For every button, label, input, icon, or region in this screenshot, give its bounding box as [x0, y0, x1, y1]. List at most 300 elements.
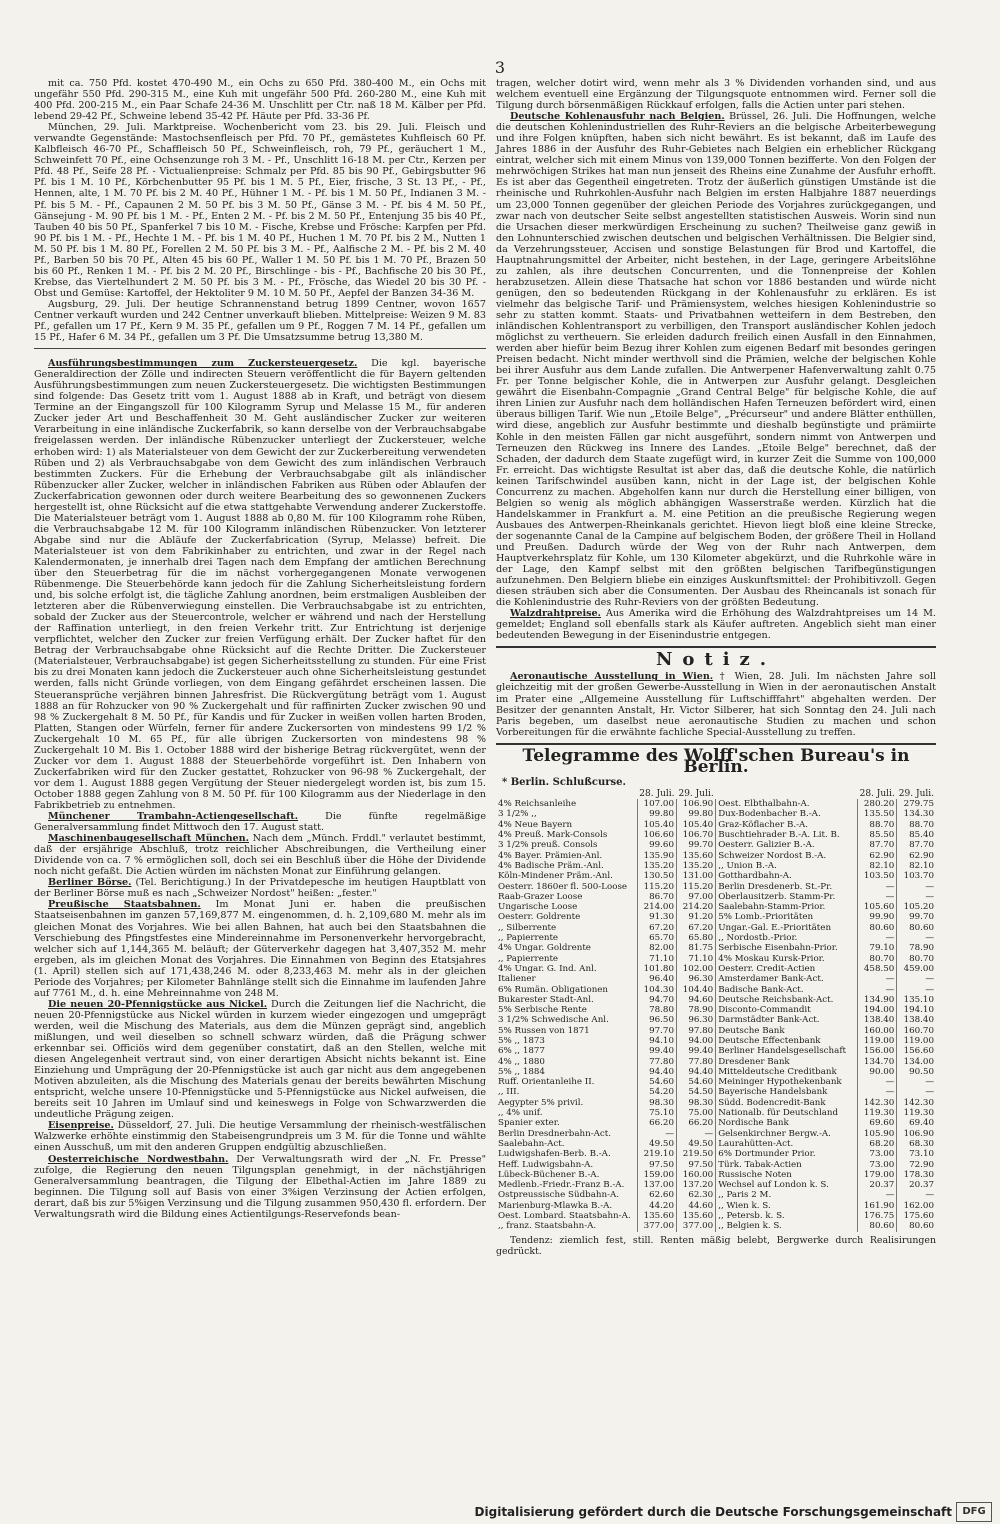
table-row — [496, 1139, 936, 1149]
quote-value: 214.00 — [637, 902, 676, 912]
quote-value: 106.90 — [897, 1129, 936, 1139]
quote-value: 135.60 — [676, 851, 715, 861]
table-row — [496, 1026, 936, 1036]
quote-value: 54.20 — [637, 1087, 676, 1097]
header-cell: 29. Juli. — [678, 788, 714, 799]
quote-value: 20.37 — [897, 1180, 936, 1190]
quote-value: 115.20 — [637, 882, 676, 892]
table-row — [496, 830, 936, 840]
table-row — [496, 820, 936, 830]
quote-value: 138.40 — [897, 1015, 936, 1025]
quote-value: 65.80 — [676, 933, 715, 943]
quote-value: 80.60 — [897, 923, 936, 933]
article-body: † Wien, 28. Juli. Im nächsten Jahre soll gleichzeitig mit der großen Gewerbe-Ausstellung in Wien in der aeronautischen Anstalt im Prater eine „Allgemeine Ausstellung für Luftschifffahrt" abgehalten werden. Der Besitzer der genannten Anstalt, Hr. Victor Silberer, hat sich Sonntag den 24. Juli nach Paris begeben, um daselbst neue aeronautische Studien zu machen und schon Vorbereitungen für die erwähnte fachliche Special-Ausstellung zu treffen. — [496, 671, 936, 738]
header-cell: 28. Juli. — [859, 788, 895, 799]
security-name: ,, Paris 2 M. — [718, 1190, 772, 1201]
quote-value: 67.20 — [676, 923, 715, 933]
article-nordwestbahn — [34, 1154, 486, 1220]
security-name: Heff. Ludwigsbahn-A. — [498, 1159, 594, 1170]
quote-value: 135.50 — [858, 809, 897, 819]
quote-value: 87.70 — [897, 840, 936, 850]
quote-value: 85.50 — [858, 830, 897, 840]
quote-value: 142.30 — [897, 1098, 936, 1108]
quote-value: — — [858, 933, 897, 943]
telegram-title: Telegramme des Wolff'schen Bureau's in Berlin. — [522, 745, 910, 777]
quote-value: — — [897, 1190, 936, 1200]
quote-value: 134.70 — [858, 1057, 897, 1067]
header-cell: 29. Juli. — [898, 788, 934, 799]
security-name: Raab-Grazer Loose — [498, 891, 583, 902]
table-row — [496, 974, 936, 984]
quote-value: 96.40 — [637, 974, 676, 984]
quote-value: 75.00 — [676, 1108, 715, 1118]
article-body: Die fünfte regelmäßige Generalversammlung findet Mittwoch den 17. August statt. — [34, 811, 487, 834]
quote-value: 97.00 — [676, 892, 715, 902]
article-heading: Maschinenbaugesellschaft München. — [48, 833, 249, 845]
quote-value: 69.40 — [897, 1118, 936, 1128]
article-heading: Walzdrahtpreise. — [510, 608, 601, 620]
quote-value: 99.70 — [897, 912, 936, 922]
security-name: 4% Moskau Kursk-Prior. — [718, 953, 825, 964]
security-name: Köln-Mindener Präm.-Anl. — [498, 871, 613, 882]
security-name: 4% Preuß. Mark-Consols — [498, 830, 608, 841]
article-body: Nach dem „Münch. Frddl." verlautet bestimmt, daß der ersjährige Abschluß, trotz reichlicher Abschreibungen, die Vertheilung einer Dividende von ca. 7 % ermöglichen soll, doch sei ein Beschluß über die Höhe der Dividende noch nicht gefaßt. Die Actien würden im nächsten Monat zur Einführung gelangen. — [34, 833, 486, 878]
quote-value: 82.10 — [858, 861, 897, 871]
security-name: Bayerische Handelsbank — [718, 1087, 828, 1098]
quote-value: 80.60 — [897, 1221, 936, 1231]
quote-value: — — [897, 985, 936, 995]
article-body: Im Monat Juni er. haben die preußischen Staatseisenbahnen im ganzen 57,169,877 M. eingenommen, d. h. 2,109,680 M. mehr als im gleichen Monat des Vorjahres. Wie bei allen Bahnen, hat auch bei den Staatsbahnen die Verschiebung des Pfingstfestes eine Mindereinnahme im Personenverkehr hervorgebracht, welcher sich auf 1,144,365 M. beläuft; der Güterverkehr dagegen hat 3,407,352 M. mehr ergeben, als im gleichen Monat des Vorjahres. Die Einnahmen von Beginn des Etatsjahres (1. April) stellen sich auf 171,438,246 M. oder 8,233,463 M. mehr als in der gleichen Periode des Vorjahres; per Kilometer Bahnlänge stellt sich die Einnahme im laufenden Jahre auf 7761 M., d. h. eine Mehreinnahme von 248 M. — [34, 899, 486, 999]
quote-value: 99.90 — [858, 912, 897, 922]
security-name: Russische Noten — [718, 1169, 792, 1180]
quote-value: 106.60 — [637, 830, 676, 840]
security-name: ,, Belgien k. S. — [718, 1221, 782, 1232]
security-name: Ungar.-Gal. E.-Prioritäten — [718, 922, 832, 933]
quote-value: 138.40 — [858, 1015, 897, 1025]
quote-value: 90.50 — [897, 1067, 936, 1077]
quote-value: 176.75 — [858, 1211, 897, 1221]
quote-value: 103.50 — [858, 871, 897, 881]
article-heading: Ausführungsbestimmungen zum Zuckersteuergesetz. — [48, 358, 358, 370]
quote-value: 142.30 — [858, 1098, 897, 1108]
article-body: Der Verwaltungsrath wird der „N. Fr. Presse" zufolge, die Regierung den neuen Tilgungsplan genehmigt, in der nächstjährigen Generalversammlung beantragen, die Tilgung der Elbethal-Actien im Jahre 1889 zu beginnen. Die Tilgung soll auf Basis von einer 3%igen Verzinsung der Actien erfolgen, derart, daß bis zur 5%igen Verzinsung und die Tilgung zusammen 950,430 fl. erfordern. Der Verwaltungsrath wird die Bildung eines Actientilgungs-Reservefonds bean- — [34, 1153, 486, 1220]
article-heading: Preußische Staatsbahnen. — [48, 899, 201, 911]
divider — [496, 743, 936, 745]
notiz-title: Notiz. — [655, 649, 777, 671]
quote-value: 106.90 — [676, 799, 715, 809]
security-name: 5% Russen von 1871 — [498, 1025, 590, 1036]
quote-value: — — [858, 1077, 897, 1087]
quote-value: 80.70 — [897, 954, 936, 964]
security-name: ,, Nordostb.-Prior. — [718, 933, 798, 944]
quote-value: 105.60 — [858, 902, 897, 912]
quote-value: — — [897, 1087, 936, 1097]
table-row — [496, 995, 936, 1005]
article-body: (Tel. Berichtigung.) In der Privatdepesche im heutigen Hauptblatt von der Berliner Börse muß es nach „Schweizer Nordost" heißen: „fester." — [34, 877, 486, 900]
table-row — [496, 882, 936, 892]
quote-value: 99.60 — [637, 840, 676, 850]
security-name: 4% Badische Präm.-Anl. — [498, 860, 604, 871]
security-name: Badische Bank-Act. — [718, 984, 804, 995]
table-row — [496, 871, 936, 881]
security-name: Ostpreussische Südbahn-A. — [498, 1190, 620, 1201]
article-prussian-railways — [34, 899, 486, 998]
security-name: Ludwigshafen-Berb. B.-A. — [498, 1149, 611, 1160]
quote-value: 119.00 — [897, 1036, 936, 1046]
quote-value: 78.90 — [897, 943, 936, 953]
quote-value: 44.20 — [637, 1201, 676, 1211]
article-continuation: tragen, welcher dotirt wird, wenn mehr als 3 % Dividenden vorhanden sind, und aus welchem eventuell eine Ergänzung der Tilgungsquote entnommen wird. Ferner soll die Tilgung durch börsenmäßigen Rückkauf erfolgen, falls die Actien unter pari stehen. — [496, 78, 936, 112]
header-cell — [716, 789, 858, 799]
quote-value: 135.60 — [637, 1211, 676, 1221]
table-row — [496, 1077, 936, 1087]
article-coal-export — [496, 111, 936, 608]
security-name: Türk. Tabak-Actien — [718, 1159, 802, 1170]
security-name: Dresdener Bank — [718, 1056, 790, 1067]
table-header-row — [496, 789, 936, 799]
quote-value: 73.10 — [897, 1149, 936, 1159]
security-name: Berlin Dresdenerb. St.-Pr. — [718, 881, 833, 892]
page-number: 3 — [494, 58, 506, 77]
security-name: 4% ,, 1880 — [498, 1056, 545, 1067]
quote-value: 62.30 — [676, 1190, 715, 1200]
article-body: Düsseldorf, 27. Juli. Die heutige Versammlung der rheinisch-westfälischen Walzwerke erhöhte einstimmig den Stabeisengrundpreis um 3 M. für die Tonne und wählte einen Ausschuß, um mit den anderen Gruppen endgültig abzuschließen. — [34, 1120, 486, 1154]
table-row — [496, 809, 936, 819]
article-sugar-tax — [34, 358, 486, 811]
quote-value: 94.70 — [637, 995, 676, 1005]
quote-value: 280.20 — [858, 799, 897, 809]
quote-value: 96.30 — [676, 974, 715, 984]
quote-value: 49.50 — [637, 1139, 676, 1149]
quote-value: 71.10 — [676, 954, 715, 964]
quote-value: 97.80 — [676, 1026, 715, 1036]
table-row — [496, 985, 936, 995]
quote-value: 102.00 — [676, 964, 715, 974]
quote-value: 88.70 — [858, 820, 897, 830]
quote-value: 81.75 — [676, 943, 715, 953]
security-name: 4% Neue Bayern — [498, 819, 573, 830]
quote-value: 104.30 — [637, 985, 676, 995]
quote-value: 65.70 — [637, 933, 676, 943]
security-name: 6% Dortmunder Prior. — [718, 1149, 816, 1160]
quote-value: 73.00 — [858, 1149, 897, 1159]
security-name: Meininger Hypothekenbank — [718, 1077, 842, 1088]
quote-value: 82.10 — [897, 861, 936, 871]
quote-value: — — [858, 1087, 897, 1097]
security-name: Aegypter 5% privil. — [498, 1097, 584, 1108]
quote-value: 105.40 — [637, 820, 676, 830]
quote-value: 99.80 — [637, 809, 676, 819]
table-row — [496, 1129, 936, 1139]
quote-value: 94.10 — [637, 1036, 676, 1046]
quote-value: 79.10 — [858, 943, 897, 953]
security-name: Wechsel auf London k. S. — [718, 1180, 829, 1191]
quote-value: 80.70 — [858, 954, 897, 964]
table-row — [496, 1087, 936, 1097]
quote-value: 119.30 — [858, 1108, 897, 1118]
security-name: Berlin Dresdnerbahn-Act. — [498, 1128, 612, 1139]
right-column — [496, 78, 936, 1257]
security-name: Serbische Eisenbahn-Prior. — [718, 943, 838, 954]
quote-value: 103.70 — [897, 871, 936, 881]
header-cell — [496, 789, 637, 799]
table-row — [496, 861, 936, 871]
quote-value: — — [676, 1129, 715, 1139]
quote-value: 20.37 — [858, 1180, 897, 1190]
security-name: Oesterr. Goldrente — [498, 912, 581, 923]
table-row — [496, 1170, 936, 1180]
quote-value: — — [858, 882, 897, 892]
quote-value: 96.30 — [676, 1015, 715, 1025]
security-name: ,, Silberrente — [498, 922, 557, 933]
quote-value: 159.00 — [637, 1170, 676, 1180]
quote-value: 135.60 — [676, 1211, 715, 1221]
quote-value: 66.20 — [676, 1118, 715, 1128]
quote-value: 135.10 — [897, 995, 936, 1005]
security-name: Laurahütten-Act. — [718, 1138, 794, 1149]
quote-value: 62.90 — [897, 851, 936, 861]
article-heading: Münchener Trambahn-Actiengesellschaft. — [48, 811, 299, 823]
quote-value: 137.20 — [676, 1180, 715, 1190]
quote-value: 105.20 — [897, 902, 936, 912]
quote-value: 101.80 — [637, 964, 676, 974]
article-heading: Berliner Börse. — [48, 877, 132, 889]
quote-value: 99.40 — [676, 1046, 715, 1056]
security-name: 5% Lomb.-Prioritäten — [718, 912, 814, 923]
security-name: Graz-Köflacher B.-A. — [718, 819, 809, 830]
quote-value: 119.00 — [858, 1036, 897, 1046]
quote-value: 97.50 — [637, 1160, 676, 1170]
article-body: Durch die Zeitungen lief die Nachricht, die neuen 20-Pfennigstücke aus Nickel würden in kurzem wieder eingezogen und umgeprägt werden, weil die Mischung des Materials, aus dem die Münzen geprägt sind, angeblich mißlungen, und weil dieselben so schnell schwarz würden, daß die Prägung schwer erkennbar sei. Officiös wird dem gegenüber constatirt, daß an den Stellen, welche mit diesen Angelegenheit vertraut sind, von einer derartigen Absicht nichts bekannt ist. Eine Einziehung und Umprägung der 20-Pfennigstücke ist auch gar nicht aus dem angegebenen Motiven abzuleiten, als die Mischung des Materials genau der bereits bewährten Mischung entspricht, welche unsere 10-Pfennigstücke und 5-Pfennigstücke aus Nickel aufweisen, die bereits seit 10 Jahren im Umlauf sind und keineswegs in Folge von Schwarzwerden die undeutliche Prägung zeigen. — [34, 998, 486, 1121]
security-name: 4% Reichsanleihe — [498, 799, 577, 810]
security-name: ,, Papierrente — [498, 953, 559, 964]
article-cattle-prices: mit ca. 750 Pfd. kostet 470-490 M., ein Ochs zu 650 Pfd. 380-400 M., ein Ochs mit ungefähr 550 Pfd. 290-315 M., eine Kuh mit ungefähr 500 Pfd. 260-280 M., eine Kuh mit 400 Pfd. 200-215 M., ein Paar Schafe 24-36 M. Unschlitt per Ctr. naß 18 M. Kälber per Pfd. lebend 29-42 Pf., Schweine lebend 35-42 Pf. Häute per Pfd. 33-36 Pf. — [34, 78, 486, 123]
table-row — [496, 1211, 936, 1221]
quote-value: 98.30 — [637, 1098, 676, 1108]
quote-value: 178.30 — [897, 1170, 936, 1180]
quote-value: 107.00 — [637, 799, 676, 809]
quote-rows — [496, 799, 936, 1231]
quote-value: 279.75 — [897, 799, 936, 809]
divider — [34, 348, 486, 349]
quote-value: 160.00 — [858, 1026, 897, 1036]
quote-value: 77.80 — [637, 1057, 676, 1067]
security-name: Darmstädter Bank-Act. — [718, 1015, 820, 1026]
quote-value: 131.00 — [676, 871, 715, 881]
quote-value: — — [897, 933, 936, 943]
security-name: Nationalb. für Deutschland — [718, 1108, 839, 1119]
security-name: Oest. Elbthalbahn-A. — [718, 799, 810, 810]
quote-value: 49.50 — [676, 1139, 715, 1149]
table-row — [496, 1057, 936, 1067]
security-name: Nordische Bank — [718, 1118, 789, 1129]
quote-value: 82.00 — [637, 943, 676, 953]
table-row — [496, 1160, 936, 1170]
quote-value: 119.30 — [897, 1108, 936, 1118]
quote-value: 86.70 — [637, 892, 676, 902]
quote-value: 97.50 — [676, 1160, 715, 1170]
quote-value: 135.20 — [637, 861, 676, 871]
article-tram — [34, 811, 486, 833]
article-munich-market: München, 29. Juli. Marktpreise. Wochenbericht vom 23. bis 29. Juli. Fleisch und verwandte Gegenstände: Mastochsenfleisch per Pfd. 70 Pf., gemästetes Kuhfleisch 60 Pf. Kalbfleisch 46-70 Pf., Schaffleisch 50 Pf., Schweinfleisch, roh, 79 Pf., geräuchert 1 M., Schweinfett 70 Pf., eine Ochsenzunge roh 3 M. - Pf., Unschlitt 16-18 M. per Ctr., Kerzen per Pfd. 48 Pf., Seife 28 Pf. - Victualienpreise: Schmalz per Pfd. 85 bis 90 Pf., Gebirgsbutter 96 Pf. bis 1 M. 10 Pf., Körbchenbutter 95 Pf. bis 1 M. 5 Pf., Eier, frische, 3 St. 13 Pf., - Pf., Hennen, alte, 1 M. 70 Pf. bis 2 M. 40 Pf., Hühner 1 M. - Pf. bis 1 M. 50 Pf., Indianen 3 M. - Pf. bis 5 M. - Pf., Capaunen 2 M. 50 Pf. bis 3 M. 50 Pf., Gänse 3 M. - Pf. bis 4 M. 50 Pf., Gänsejung - M. 90 Pf. bis 1 M. - Pf., Enten 2 M. - Pf. bis 2 M. 50 Pf., Entenjung 35 bis 40 Pf., Tauben 40 bis 50 Pf., Spanferkel 7 bis 10 M. - Fische, Krebse und Frösche: Karpfen per Pfd. 90 Pf. bis 1 M. - Pf., Hechte 1 M. - Pf. bis 1 M. 40 Pf., Huchen 1 M. 70 Pf. bis 2 M., Nutten 1 M. 50 Pf. bis 1 M. 80 Pf., Forellen 2 M. 50 Pf. bis 3 M. - Pf., Aalfische 2 M. - Pf. bis 2 M. 40 Pf., Barben 50 bis 70 Pf., Alten 45 bis 60 Pf., Waller 1 M. 50 Pf. bis 1 M. 70 Pf., Brazen 50 bis 60 Pf., Renken 1 M. - Pf. bis 2 M. 20 Pf., Birschlinge - bis - Pf., Bachfische 20 bis 30 Pf., Krebse, das Viertelhundert 2 M. 50 Pf. bis 3 M. - Pf., Frösche, das Wiedel 20 bis 30 Pf. - Obst und Gemüse: Kartoffel, der Hektoliter 9 M. 10 M. 50 Pf., Aepfel der Banzen 34-36 M. — [34, 122, 486, 299]
quote-value: 105.40 — [676, 820, 715, 830]
quote-value: 134.00 — [897, 1057, 936, 1067]
quote-value: 459.00 — [897, 964, 936, 974]
security-name: 5% ,, 1884 — [498, 1066, 545, 1077]
article-heading: Deutsche Kohlenausfuhr nach Belgien. — [510, 111, 725, 123]
telegram-subtitle: * Berlin. Schlußcurse. — [502, 776, 626, 788]
quote-value: 62.90 — [858, 851, 897, 861]
quote-value: — — [897, 892, 936, 902]
security-name: Schweizer Nordost B.-A. — [718, 850, 827, 861]
security-name: ,, Petersb. k. S. — [718, 1211, 785, 1222]
stock-quotes-table — [496, 789, 936, 1232]
table-row — [496, 1149, 936, 1159]
quote-value: 99.40 — [637, 1046, 676, 1056]
quote-value: 71.10 — [637, 954, 676, 964]
table-row — [496, 1015, 936, 1025]
article-berlin-exchange — [34, 877, 486, 899]
quote-value: 377.00 — [676, 1221, 715, 1231]
quote-value: 85.40 — [897, 830, 936, 840]
security-name: Dux-Bodenbacher B.-A. — [718, 809, 821, 820]
quote-value: 96.50 — [637, 1015, 676, 1025]
quote-value: 88.70 — [897, 820, 936, 830]
quote-value: 78.90 — [676, 1005, 715, 1015]
quote-value: 68.20 — [858, 1139, 897, 1149]
quote-value: 135.90 — [637, 851, 676, 861]
quote-value: 97.70 — [637, 1026, 676, 1036]
security-name: Ruff. Orientanleihe II. — [498, 1077, 595, 1088]
table-row — [496, 1118, 936, 1128]
table-row — [496, 902, 936, 912]
security-name: ,, Wien k. S. — [718, 1200, 771, 1211]
table-row — [496, 1108, 936, 1118]
security-name: Saalebahn-Stamm-Prior. — [718, 902, 826, 913]
article-heading: Aeronautische Ausstellung in Wien. — [510, 671, 714, 683]
article-heading: Eisenpreise. — [48, 1120, 114, 1132]
quote-value: 91.20 — [676, 912, 715, 922]
quote-value: — — [897, 1077, 936, 1087]
quote-value: 68.30 — [897, 1139, 936, 1149]
security-name: Mitteldeutsche Creditbank — [718, 1066, 837, 1077]
security-name: Berliner Handelsgesellschaft — [718, 1046, 847, 1057]
article-body: Brüssel, 26. Juli. Die Hoffnungen, welche die deutschen Kohlenindustriellen des Ruhr-Reviers an die belgische Arbeiterbewegung und ihre Folgen knüpften, haben sich nicht bewährt. Es ist bekannt, daß im Laufe des Jahres 1886 in der Ausfuhr des Ruhr-Gebietes nach Belgien ein erheblicher Rückgang eintrat, welcher sich mit einem Minus von 139,000 Tonnen bezifferte. Von den Folgen der mehrwöchigen Strikes hat man nun jenseit des Rheins eine Zunahme der Ausfuhr erhofft. Es ist aber das Gegentheil eingetreten. Trotz der äußerlich günstigen Umstände ist die rheinische und Ruhrkohlen-Ausfuhr nach Belgien im ersten Halbjahre 1887 neuerdings um 23,000 Tonnen gegenüber der gleichen Periode des Vorjahres zurückgegangen, und zwar nach von deutscher Seite selbst angestellten statistischen Ausweis. Worin sind nun die Ursachen dieser merkwürdigen Erscheinung zu suchen? Theilweise ganz gewiß in den Lohnunterschied zwischen deutschen und belgischen Verhältnissen. Die Belgier sind, da Verzehrungssteuer, Accisen und sonstige Belastungen für Brod und Kartoffel, die Hauptnahrungsmittel der Arbeiter, nicht bestehen, in der Lage, geringere Arbeitslöhne zu zahlen, als ihre deutschen Concurrenten, und die Tonnenpreise der Kohlen herabzusetzen. Allein diese Thatsache hat schon vor 1886 bestanden und würde nicht genügen, den so bedeutenden Rückgang in der Kohlenausfuhr zu erklären. Es ist vielmehr das belgische Tarif- und Prämiensystem, welches hiesigen Kohlenindustrie so sehr zu statten kommt. Staats- und Privatbahnen wetteifern in dem Bestreben, den inländischen Kohlentransport zu verbilligen, den Transport ausländischer Kohlen jedoch möglichst zu vertheuern. Sie erleiden dadurch freilich einen Ausfall in den Einnahmen, werden aber hiefür beim Bezug ihrer Kohlen zum eigenen Bedarf mit besondes geringen Preisen bedacht. Nicht minder werthvoll sind die Prämien, welche der belgischen Kohle bei ihrer Ausfuhr aus dem Lande zufallen. Die Antwerpener Hafenverwaltung zahlt 0.75 Fr. per Tonne belgischer Kohle, die in Antwerpen zur Ausfuhr gelangt. Desgleichen gewährt die Eisenbahn-Compagnie „Grand Central Belge" für belgische Kohle, die auf ihren Linien zur Ausfuhr nach dem holländischen Hafen Terneuzen befördert wird, einen überaus billigen Tarif. Wie nun „Etoile Belge", „Précurseur" und andere Blätter enthüllen, wird diese, angeblich zur Ausfuhr bestimmte und dieshalb begünstigte und prämiirte Kohle in den meisten Fällen gar nicht ausgeführt, sondern nimmt von Antwerpen und Terneuzen den Rückweg ins Innere des Landes. „Etoile Belge" berechnet, daß der Schaden, der dadurch dem Staate zugefügt wird, in kurzer Zeit die Summe von 100,000 Fr. erreicht. Das wichtigste Resultat ist aber das, daß die deutsche Kohle, die natürlich keinen Tarifschwindel ausüben kann, nicht in der Lage ist, der belgischen Kohle Concurrenz zu machen. Abgeholfen kann nur durch die Herstellung einer billigen, von Belgien so wenig als möglich abhängigen Wasserstraße werden. Kürzlich hat die Handelskammer in Frankfurt a. M. eine Petition an die preußische Regierung wegen Ausbaues des Antwerpen-Rheinkanals gerichtet. Hievon liegt bloß eine kleine Strecke, der sogenannte Canal de la Campine auf belgischem Boden, der größere Theil in Holland und Preußen. Dadurch würde der Weg von der Ruhr nach Antwerpen, dem Hauptverkehrsplatz für Kohle, um 130 Kilometer abgekürzt, und die Ruhrkohle wäre in der Lage, den Kampf selbst mit den größten belgischen Tarifbegünstigungen aufzunehmen. Den Belgiern bliebe ein einziges Auskunftsmittel: der Prohibitivzoll. Gegen diesen sträuben sich aber die Consumenten. Der Ausbau des Rheincanals ist sonach für die Kohlenindustrie des Ruhr-Reviers von der größten Bedeutung. — [496, 111, 936, 609]
article-machine-works — [34, 833, 486, 877]
security-name: Disconto-Commandit — [718, 1005, 811, 1016]
table-row — [496, 1098, 936, 1108]
quote-value: 194.00 — [858, 1005, 897, 1015]
table-row — [496, 1046, 936, 1056]
table-row — [496, 1190, 936, 1200]
quote-value: 90.00 — [858, 1067, 897, 1077]
security-name: Buschtiehrader B.-A. Lit. B. — [718, 830, 840, 841]
table-row — [496, 912, 936, 922]
quote-value: 219.50 — [676, 1149, 715, 1159]
quote-value: — — [637, 1129, 676, 1139]
article-iron-prices — [34, 1120, 486, 1153]
security-name: ,, Union B.-A. — [718, 860, 777, 871]
quote-value: 130.50 — [637, 871, 676, 881]
quote-value: 160.00 — [676, 1170, 715, 1180]
quote-value: 62.60 — [637, 1190, 676, 1200]
quote-value: 219.10 — [637, 1149, 676, 1159]
quote-value: 175.60 — [897, 1211, 936, 1221]
quote-value: 54.60 — [676, 1077, 715, 1087]
quote-value: 77.80 — [676, 1057, 715, 1067]
security-name: 5% Serbische Rente — [498, 1005, 587, 1016]
quote-value: 105.90 — [858, 1129, 897, 1139]
security-name: Oberlausitzerb. Stamm-Pr. — [718, 891, 836, 902]
quote-value: 179.00 — [858, 1170, 897, 1180]
security-name: Oesterr. Credit-Actien — [718, 963, 816, 974]
quote-value: — — [897, 882, 936, 892]
table-row — [496, 1005, 936, 1015]
article-heading: Oesterreichische Nordwestbahn. — [48, 1153, 229, 1165]
quote-value: 162.00 — [897, 1201, 936, 1211]
table-row — [496, 964, 936, 974]
security-name: Ungarische Loose — [498, 902, 578, 913]
security-name: Deutsche Effectenbank — [718, 1035, 821, 1046]
security-name: 4% Ungar. G. Ind. Anl. — [498, 963, 597, 974]
table-row — [496, 1201, 936, 1211]
quote-value: 94.40 — [637, 1067, 676, 1077]
security-name: Spanier exter. — [498, 1118, 560, 1129]
quote-value: — — [897, 974, 936, 984]
left-column — [34, 78, 486, 1220]
header-cell: 28. Juli. — [639, 788, 675, 799]
quote-value: 156.60 — [897, 1046, 936, 1056]
quote-value: — — [858, 985, 897, 995]
security-name: 6% Rumän. Obligationen — [498, 984, 609, 995]
quote-value: 66.20 — [637, 1118, 676, 1128]
table-row — [496, 1180, 936, 1190]
quote-value: 94.60 — [676, 995, 715, 1005]
quote-value: 194.10 — [897, 1005, 936, 1015]
article-aeronautics — [496, 671, 936, 737]
quote-value: 94.40 — [676, 1067, 715, 1077]
quote-value: 156.00 — [858, 1046, 897, 1056]
security-name: Gotthardbahn-A. — [718, 871, 792, 882]
funding-note: Digitalisierung gefördert durch die Deutsche Forschungsgemeinschaft — [474, 1505, 952, 1519]
quote-value: — — [858, 974, 897, 984]
security-name: ,, franz. Staatsbahn-A. — [498, 1221, 597, 1232]
table-row — [496, 1036, 936, 1046]
security-name: 4% Ungar. Goldrente — [498, 943, 591, 954]
quote-value: 458.50 — [858, 964, 897, 974]
table-row — [496, 1221, 936, 1231]
security-name: Oesterr. Galizier B.-A. — [718, 840, 815, 851]
table-row — [496, 933, 936, 943]
quote-value: 106.70 — [676, 830, 715, 840]
article-nickel-coins — [34, 999, 486, 1121]
article-augsburg: Augsburg, 29. Juli. Der heutige Schrannenstand betrug 1899 Centner, wovon 1657 Centner verkauft wurden und 242 Centner unverkauft blieben. Mittelpreise: Weizen 9 M. 83 Pf., gefallen um 17 Pf., Kern 9 M. 35 Pf., gefallen um 9 Pf., Roggen 7 M. 14 Pf., gefallen um 15 Pf., Hafer 6 M. 34 Pf., gefallen um 3 Pf. Die Umsatzsumme betrug 13,380 M. — [34, 298, 486, 344]
quote-value: 214.20 — [676, 902, 715, 912]
quote-value: 115.20 — [676, 882, 715, 892]
security-name: ,, III. — [498, 1087, 520, 1098]
quote-value: 69.60 — [858, 1118, 897, 1128]
quote-value: 94.00 — [676, 1036, 715, 1046]
quote-value: 72.90 — [897, 1160, 936, 1170]
security-name: Medlenb.-Friedr.-Franz B.-A. — [498, 1180, 625, 1191]
security-name: Bukarester Stadt-Anl. — [498, 994, 594, 1005]
table-row — [496, 851, 936, 861]
quote-value: 67.20 — [637, 923, 676, 933]
quote-value: 44.60 — [676, 1201, 715, 1211]
quote-value: — — [858, 1190, 897, 1200]
quote-value: 99.70 — [676, 840, 715, 850]
quote-value: 135.20 — [676, 861, 715, 871]
